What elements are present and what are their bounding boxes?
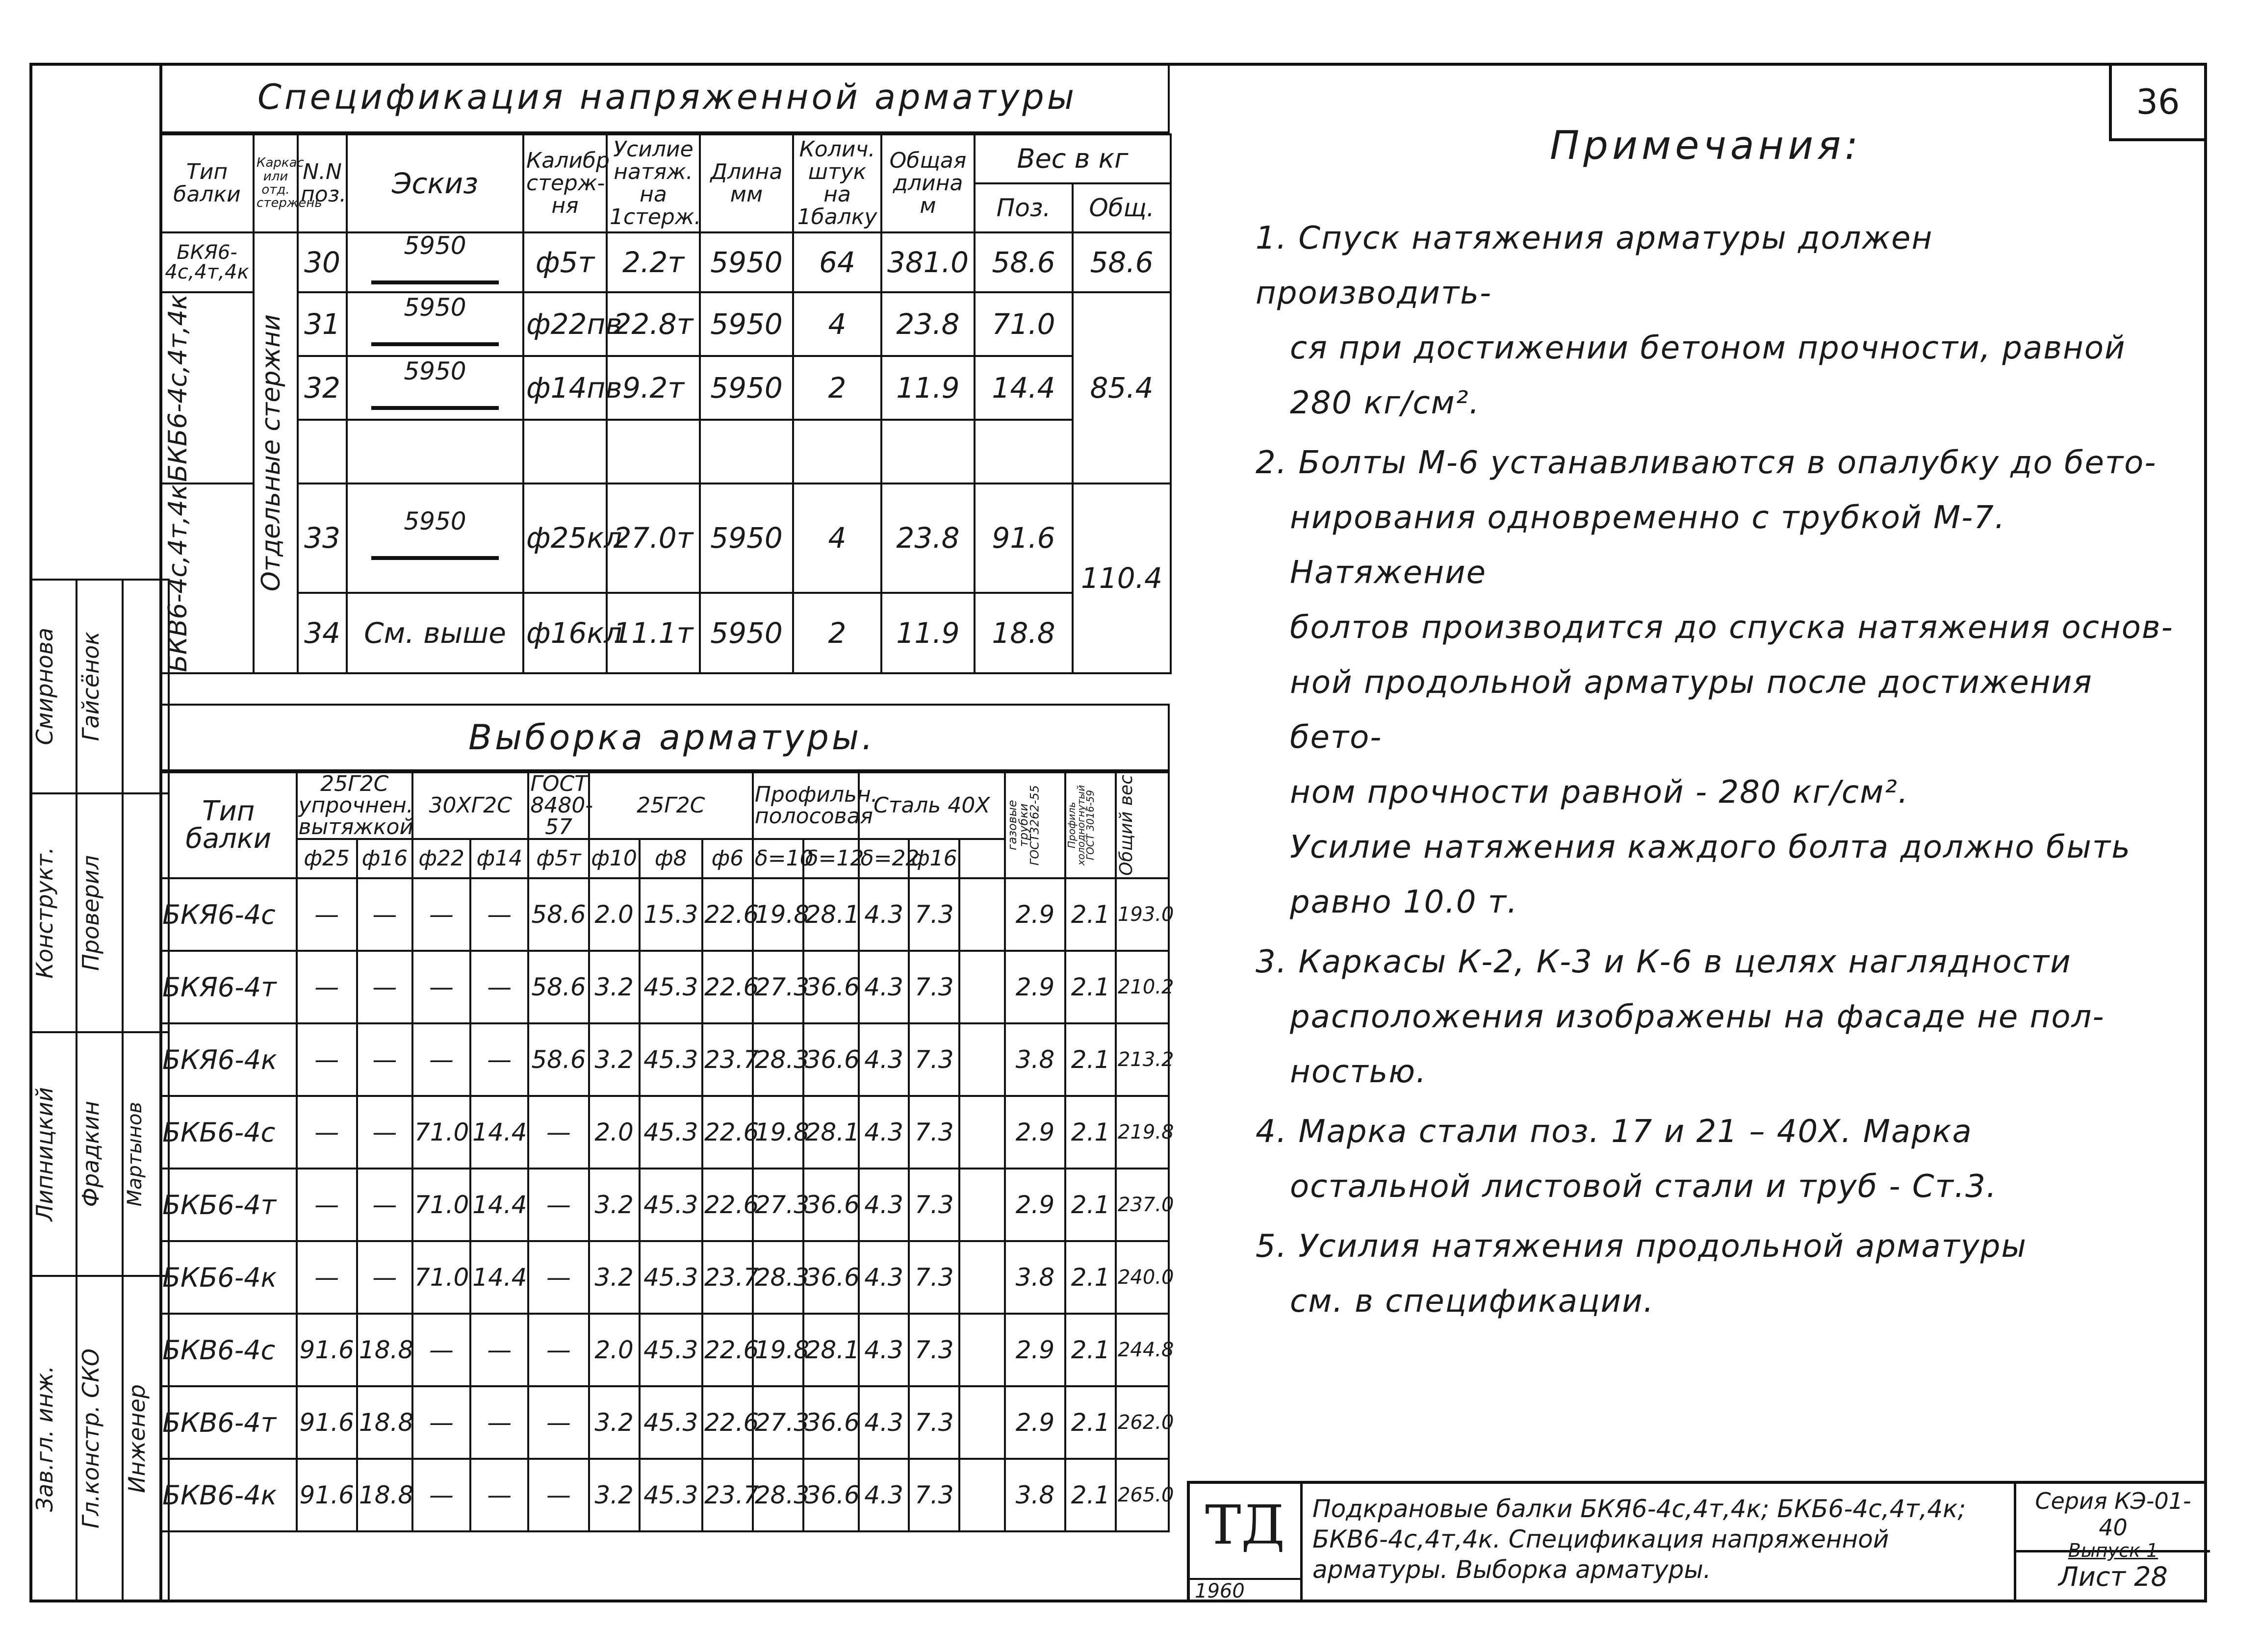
notes-line: 4. Марка стали поз. 17 и 21 – 40Х. Марка — [1256, 1114, 1973, 1150]
spec-caliber: ф16кл — [523, 593, 607, 673]
sel-cell: 22.6 — [702, 1386, 753, 1459]
stamp-series: Серия КЭ-01-40 — [2035, 1488, 2191, 1541]
spec-caliber: ф5т — [523, 232, 607, 292]
sel-cell: 91.6 — [297, 1314, 357, 1386]
sel-row-type: БКБ6-4т — [160, 1169, 297, 1241]
sel-row-type: БКВ6-4т — [160, 1386, 297, 1459]
sel-cell: 2.1 — [1065, 1314, 1116, 1386]
sel-sub-header: δ=10 — [753, 839, 803, 878]
notes-line: равно 10.0 т. — [1290, 884, 1518, 920]
sel-cell: 2.9 — [1005, 878, 1065, 951]
sel-cell: 2.9 — [1005, 1169, 1065, 1241]
sel-cell: 14.4 — [470, 1169, 528, 1241]
sel-cell: 45.3 — [640, 1023, 702, 1096]
sel-cell: 71.0 — [412, 1241, 470, 1314]
sel-cell: 3.2 — [589, 1459, 640, 1531]
sel-cell: — — [297, 1096, 357, 1169]
sel-cell: 45.3 — [640, 1096, 702, 1169]
spec-total-length: 11.9 — [881, 356, 975, 420]
notes-line: Усилие натяжения каждого болта должно быть — [1290, 829, 2131, 865]
sel-cell: — — [412, 1023, 470, 1096]
sel-cell: 27.3 — [753, 1386, 803, 1459]
sel-cell: — — [297, 878, 357, 951]
spec-force: 27.0т — [607, 483, 700, 593]
sel-cell: 18.8 — [357, 1459, 412, 1531]
spec-weight: 71.0 — [975, 292, 1073, 356]
sel-cell: — — [412, 1314, 470, 1386]
sel-cell: — — [528, 1241, 589, 1314]
sel-cell: 3.2 — [589, 1241, 640, 1314]
spec-caliber: ф22пв — [523, 292, 607, 356]
sel-cell: 14.4 — [470, 1096, 528, 1169]
spec-weight-total: 85.4 — [1073, 292, 1171, 483]
sel-cell: 262.0 — [1116, 1386, 1169, 1459]
spec-h-qty: Колич. штук на 1балку — [793, 134, 881, 232]
sel-cell: 4.3 — [859, 951, 909, 1023]
selection-title: Выборка арматуры. — [159, 704, 1170, 771]
table-row — [160, 483, 1171, 593]
sel-cell: 58.6 — [528, 878, 589, 951]
spec-qty: 4 — [793, 292, 881, 356]
notes-line: ностью. — [1290, 1054, 1427, 1090]
spec-force: 11.1т — [607, 593, 700, 673]
sel-cell: 71.0 — [412, 1096, 470, 1169]
sel-cell: 4.3 — [859, 1386, 909, 1459]
sel-cell: 19.8 — [753, 1314, 803, 1386]
spec-total-length: 23.8 — [881, 483, 975, 593]
sel-cell — [959, 1023, 1005, 1096]
sel-cell: 14.4 — [470, 1241, 528, 1314]
sel-row-type: БКБ6-4к — [160, 1241, 297, 1314]
sel-cell: — — [528, 1096, 589, 1169]
spec-weight-total: 58.6 — [1073, 232, 1171, 292]
sel-cell: 36.6 — [803, 1459, 859, 1531]
title-block — [1187, 1481, 2207, 1602]
notes-line: см. в спецификации. — [1290, 1283, 1655, 1320]
sel-cell: — — [528, 1314, 589, 1386]
notes-title: Примечания: — [1550, 123, 1862, 168]
spec-weight-total: 110.4 — [1073, 483, 1171, 673]
sel-cell: 3.2 — [589, 1386, 640, 1459]
spec-total-length: 23.8 — [881, 292, 975, 356]
spec-h-weight-pos: Поз. — [975, 183, 1073, 232]
sidebar — [29, 579, 162, 1602]
sel-cell: 28.3 — [753, 1023, 803, 1096]
notes-line: ной продольной арматуры после достижения бето- — [1290, 664, 2093, 756]
spec-h-type: Тип балки — [160, 134, 254, 232]
sidebar-role-checked: Проверил — [77, 855, 104, 971]
spec-caliber: ф14пв — [523, 356, 607, 420]
table-row — [160, 1314, 1169, 1386]
notes-line: ном прочности равной - 280 кг/см². — [1290, 774, 1909, 811]
sel-cell: — — [297, 1169, 357, 1241]
sel-cell — [959, 1241, 1005, 1314]
notes-line: ся при достижении бетоном прочности, равной — [1290, 330, 2126, 366]
sel-cell: 45.3 — [640, 1386, 702, 1459]
sel-cell: 7.3 — [909, 1023, 959, 1096]
sel-cell — [959, 1169, 1005, 1241]
sel-cell: 91.6 — [297, 1386, 357, 1459]
table-row — [160, 1386, 1169, 1459]
sel-cell: 7.3 — [909, 1169, 959, 1241]
spec-total-length: 11.9 — [881, 593, 975, 673]
sel-cell: 36.6 — [803, 1241, 859, 1314]
sel-sub-header: ф10 — [589, 839, 640, 878]
sel-cell: 22.6 — [702, 1314, 753, 1386]
sel-h-g8: Профиль холодногнутый ГОСТ 3016-59 — [1065, 772, 1116, 878]
table-row — [160, 292, 1171, 356]
sel-cell: 45.3 — [640, 1314, 702, 1386]
sel-h-g3: ГОСТ 8480-57 — [528, 772, 589, 839]
sidebar-name-martynov: Мартынов — [124, 1101, 146, 1207]
sel-cell: — — [357, 951, 412, 1023]
sel-cell: 7.3 — [909, 1386, 959, 1459]
notes-line: 280 кг/см². — [1290, 385, 1480, 421]
sel-cell: 2.1 — [1065, 1169, 1116, 1241]
stamp-year: 1960 — [1190, 1578, 1303, 1602]
spec-sketch: 5950 — [347, 483, 523, 593]
sel-cell: 28.1 — [803, 878, 859, 951]
sel-row-type: БКВ6-4к — [160, 1459, 297, 1531]
sel-cell: 2.9 — [1005, 1386, 1065, 1459]
sel-cell: 36.6 — [803, 1386, 859, 1459]
sel-sub-header: ф16 — [909, 839, 959, 878]
sel-cell: 4.3 — [859, 1241, 909, 1314]
table-row — [160, 1096, 1169, 1169]
sel-cell: 22.6 — [702, 1096, 753, 1169]
table-row — [160, 1169, 1169, 1241]
sel-cell: 4.3 — [859, 1096, 909, 1169]
sel-cell: 237.0 — [1116, 1169, 1169, 1241]
table-row — [160, 420, 1171, 483]
notes-section — [1256, 123, 2178, 1329]
sel-cell: 4.3 — [859, 1314, 909, 1386]
spec-qty: 2 — [793, 593, 881, 673]
spec-sketch: 5950 — [347, 292, 523, 356]
spec-weight: 58.6 — [975, 232, 1073, 292]
sel-cell: 4.3 — [859, 1169, 909, 1241]
spec-pos: 30 — [298, 232, 347, 292]
sel-cell: — — [297, 1241, 357, 1314]
sel-cell: 2.0 — [589, 1096, 640, 1169]
sidebar-role-engineer: Инженер — [124, 1384, 150, 1493]
sel-cell: 23.7 — [702, 1241, 753, 1314]
selection-section — [159, 704, 1174, 1532]
sel-cell — [959, 951, 1005, 1023]
sel-cell: 2.9 — [1005, 1096, 1065, 1169]
sel-cell: — — [412, 951, 470, 1023]
sel-cell: 2.1 — [1065, 1241, 1116, 1314]
sel-cell: 36.6 — [803, 1023, 859, 1096]
spec-length: 5950 — [700, 593, 793, 673]
sel-cell: 22.6 — [702, 1169, 753, 1241]
sel-cell: — — [357, 1169, 412, 1241]
sel-cell: 3.8 — [1005, 1023, 1065, 1096]
sel-sub-header: δ=22 — [859, 839, 909, 878]
table-row — [160, 951, 1169, 1023]
spec-qty: 64 — [793, 232, 881, 292]
sel-cell: — — [470, 878, 528, 951]
sel-cell: 3.2 — [589, 951, 640, 1023]
sel-cell: 91.6 — [297, 1459, 357, 1531]
sel-cell: 23.7 — [702, 1023, 753, 1096]
sel-cell: 2.1 — [1065, 1096, 1116, 1169]
notes-line: болтов производится до спуска натяжения основ- — [1290, 610, 2174, 646]
sel-cell: — — [470, 1386, 528, 1459]
sel-cell: 4.3 — [859, 1023, 909, 1096]
sel-cell: 2.0 — [589, 878, 640, 951]
sel-cell: 18.8 — [357, 1314, 412, 1386]
sel-cell: 28.3 — [753, 1241, 803, 1314]
sel-row-type: БКВ6-4с — [160, 1314, 297, 1386]
sel-cell: 210.2 — [1116, 951, 1169, 1023]
sel-cell: 36.6 — [803, 951, 859, 1023]
spec-force: 9.2т — [607, 356, 700, 420]
sel-cell: — — [470, 1023, 528, 1096]
spec-total-length: 381.0 — [881, 232, 975, 292]
sel-cell: — — [357, 1023, 412, 1096]
sel-cell: 45.3 — [640, 1459, 702, 1531]
sel-cell: 2.1 — [1065, 1459, 1116, 1531]
spec-length: 5950 — [700, 483, 793, 593]
spec-h-sketch: Эскиз — [347, 134, 523, 232]
sel-cell: 244.8 — [1116, 1314, 1169, 1386]
sel-h-g1: 25Г2С упрочнен. вытяжкой — [297, 772, 412, 839]
sel-row-type: БКЯ6-4т — [160, 951, 297, 1023]
spec-title: Спецификация напряженной арматуры — [159, 63, 1170, 133]
sidebar-role-construct: Конструкт. — [31, 847, 58, 979]
sel-cell: 2.1 — [1065, 951, 1116, 1023]
sel-cell: — — [297, 1023, 357, 1096]
spec-type-bkya: БКЯ6-4с,4т,4к — [160, 232, 254, 292]
sel-row-type: БКЯ6-4к — [160, 1023, 297, 1096]
sel-h-g4: 25Г2С — [589, 772, 753, 839]
sel-cell: 7.3 — [909, 1096, 959, 1169]
spec-section — [159, 63, 1170, 674]
stamp-description: Подкрановые балки БКЯ6-4с,4т,4к; БКБ6-4с,4т,4к; БКВ6-4с,4т,4к. Спецификация напряженной арматуры. Выборка арматуры. — [1312, 1495, 1966, 1584]
sel-cell: 28.1 — [803, 1096, 859, 1169]
notes-list — [1256, 211, 2178, 1329]
spec-weight: 14.4 — [975, 356, 1073, 420]
spec-qty: 4 — [793, 483, 881, 593]
sel-cell: 58.6 — [528, 951, 589, 1023]
notes-line: нирования одновременно с трубкой М-7. Натяжение — [1290, 500, 2006, 591]
sel-cell: 4.3 — [859, 1459, 909, 1531]
sidebar-name-smirnova: Смирнова — [31, 628, 58, 745]
sel-cell: 3.8 — [1005, 1459, 1065, 1531]
spec-type-bkb: БКБ6-4с,4т,4к — [160, 292, 254, 483]
spec-sketch: 5950 — [347, 356, 523, 420]
sel-cell: 22.6 — [702, 878, 753, 951]
sidebar-role-chief-engineer: Зав.гл. инж. — [31, 1365, 58, 1512]
stamp-series-box — [2014, 1484, 2210, 1561]
sel-cell: — — [528, 1386, 589, 1459]
sel-cell: 27.3 — [753, 1169, 803, 1241]
spec-weight: 18.8 — [975, 593, 1073, 673]
sel-cell: — — [412, 878, 470, 951]
sel-cell: 45.3 — [640, 1241, 702, 1314]
spec-pos: 34 — [298, 593, 347, 673]
sel-cell: 2.1 — [1065, 878, 1116, 951]
sel-sub-header: ф6 — [702, 839, 753, 878]
spec-pos: 32 — [298, 356, 347, 420]
table-row — [160, 1241, 1169, 1314]
sel-cell: 2.1 — [1065, 1023, 1116, 1096]
sel-cell: 4.3 — [859, 878, 909, 951]
sel-cell: — — [470, 1459, 528, 1531]
notes-line: расположения изображены на фасаде не пол- — [1290, 999, 2105, 1035]
sel-cell: 3.8 — [1005, 1241, 1065, 1314]
notes-line: 2. Болты М-6 устанавливаются в опалубку до бето- — [1256, 445, 2157, 481]
sel-cell: 265.0 — [1116, 1459, 1169, 1531]
selection-body — [160, 878, 1174, 1531]
spec-h-caliber: Калибр стерж-ня — [523, 134, 607, 232]
spec-caliber: ф25кл — [523, 483, 607, 593]
stamp-issue: Выпуск 1 — [2068, 1540, 2158, 1561]
spec-length: 5950 — [700, 292, 793, 356]
stamp-sheet-box — [2014, 1552, 2210, 1602]
spec-force: 2.2т — [607, 232, 700, 292]
sel-cell: 71.0 — [412, 1169, 470, 1241]
sel-cell: 36.6 — [803, 1169, 859, 1241]
sel-cell: 45.3 — [640, 1169, 702, 1241]
sel-cell: 213.2 — [1116, 1023, 1169, 1096]
spec-length: 5950 — [700, 356, 793, 420]
sidebar-name-lipnitsky: Липницкий — [31, 1087, 58, 1221]
spec-h-length: Длина мм — [700, 134, 793, 232]
spec-length: 5950 — [700, 232, 793, 292]
sel-row-type: БКБ6-4с — [160, 1096, 297, 1169]
sel-cell: 2.1 — [1065, 1386, 1116, 1459]
sel-cell — [959, 1096, 1005, 1169]
notes-line: 1. Спуск натяжения арматуры должен производить- — [1256, 220, 1933, 311]
sel-sub-header: ф8 — [640, 839, 702, 878]
sel-cell: — — [470, 1314, 528, 1386]
sel-cell: 23.7 — [702, 1459, 753, 1531]
sel-cell: — — [357, 1241, 412, 1314]
table-row — [160, 232, 1171, 292]
sel-cell: 2.9 — [1005, 951, 1065, 1023]
table-row — [160, 1023, 1169, 1096]
spec-h-total-length: Общая длина м — [881, 134, 975, 232]
sel-sub-header — [959, 839, 1005, 878]
stamp-sheet: Лист 28 — [2058, 1561, 2168, 1592]
sel-h-g6: Сталь 40Х — [859, 772, 1005, 839]
sel-cell: — — [412, 1459, 470, 1531]
sel-cell: 3.2 — [589, 1169, 640, 1241]
sel-cell: 15.3 — [640, 878, 702, 951]
sel-cell — [959, 1314, 1005, 1386]
sel-sub-header: ф25 — [297, 839, 357, 878]
sidebar-role-chief-constructor: Гл.констр. СКО — [77, 1348, 104, 1529]
sel-cell: 7.3 — [909, 878, 959, 951]
sel-cell: — — [528, 1459, 589, 1531]
sel-cell: — — [357, 1096, 412, 1169]
stamp-logo-box — [1190, 1484, 1303, 1602]
sel-cell: — — [297, 951, 357, 1023]
notes-line: 3. Каркасы К-2, К-3 и К-6 в целях наглядности — [1256, 944, 2072, 980]
sel-cell: — — [357, 878, 412, 951]
sel-h-g7: газовые трубки ГОСТ3262-55 — [1005, 772, 1065, 878]
table-row — [160, 593, 1171, 673]
sel-cell: 3.2 — [589, 1023, 640, 1096]
sel-sub-header: ф22 — [412, 839, 470, 878]
sel-cell: 27.3 — [753, 951, 803, 1023]
sel-sub-header: ф5т — [528, 839, 589, 878]
sel-h-g9: Общий вес — [1116, 772, 1169, 878]
sel-cell: 219.8 — [1116, 1096, 1169, 1169]
sel-cell: 2.9 — [1005, 1314, 1065, 1386]
sel-cell — [959, 878, 1005, 951]
stamp-logo: ТД — [1205, 1494, 1285, 1556]
sel-sub-header: ф16 — [357, 839, 412, 878]
spec-sketch: 5950 — [347, 232, 523, 292]
sel-cell: 45.3 — [640, 951, 702, 1023]
spec-h-kind: Каркас или отд. стержень — [254, 134, 298, 232]
table-row — [160, 1459, 1169, 1531]
table-row — [160, 878, 1169, 951]
sel-cell: 58.6 — [528, 1023, 589, 1096]
sel-cell: 28.3 — [753, 1459, 803, 1531]
spec-h-weight-total: Общ. — [1073, 183, 1171, 232]
sel-h-g2: 30ХГ2С — [412, 772, 528, 839]
spec-sketch: См. выше — [347, 593, 523, 673]
sel-cell — [959, 1459, 1005, 1531]
spec-pos: 31 — [298, 292, 347, 356]
sel-cell: 28.1 — [803, 1314, 859, 1386]
sel-sub-header: ф14 — [470, 839, 528, 878]
sel-cell: 7.3 — [909, 951, 959, 1023]
sel-h-g5: Профильн. полосовая — [753, 772, 859, 839]
sel-cell — [959, 1386, 1005, 1459]
sel-cell: 19.8 — [753, 1096, 803, 1169]
sel-cell: 7.3 — [909, 1314, 959, 1386]
spec-kind-merged: Отдельные стержни — [254, 232, 298, 673]
sel-cell: 7.3 — [909, 1241, 959, 1314]
sel-h-type: Тип балки — [160, 772, 297, 878]
spec-h-weight: Вес в кг — [975, 134, 1171, 183]
sel-cell: 193.0 — [1116, 878, 1169, 951]
sel-cell: 240.0 — [1116, 1241, 1169, 1314]
spec-qty: 2 — [793, 356, 881, 420]
spec-h-force: Усилие натяж. на 1стерж. — [607, 134, 700, 232]
sidebar-name-fradkin: Фрадкин — [77, 1101, 104, 1207]
sel-cell: — — [470, 951, 528, 1023]
spec-pos: 33 — [298, 483, 347, 593]
selection-table — [159, 771, 1174, 1532]
spec-weight: 91.6 — [975, 483, 1073, 593]
notes-line: 5. Усилия натяжения продольной арматуры — [1256, 1228, 2027, 1265]
sheet-number: 36 — [2136, 82, 2180, 122]
sel-cell: — — [528, 1169, 589, 1241]
spec-force: 22.8т — [607, 292, 700, 356]
spec-table — [159, 133, 1172, 674]
sel-sub-header: δ=12 — [803, 839, 859, 878]
sel-cell: 22.6 — [702, 951, 753, 1023]
sel-cell: 7.3 — [909, 1459, 959, 1531]
sel-cell: 19.8 — [753, 878, 803, 951]
table-row — [160, 356, 1171, 420]
sel-cell: 2.0 — [589, 1314, 640, 1386]
sidebar-name-gaysenok: Гайсёнок — [77, 632, 104, 741]
notes-line: остальной листовой стали и труб - Ст.3. — [1290, 1169, 1998, 1205]
spec-h-pos: N.N поз. — [298, 134, 347, 232]
spec-type-bkv: БКВ6-4с,4т,4к — [160, 483, 254, 673]
sel-row-type: БКЯ6-4с — [160, 878, 297, 951]
sel-cell: 18.8 — [357, 1386, 412, 1459]
sel-cell: — — [412, 1386, 470, 1459]
